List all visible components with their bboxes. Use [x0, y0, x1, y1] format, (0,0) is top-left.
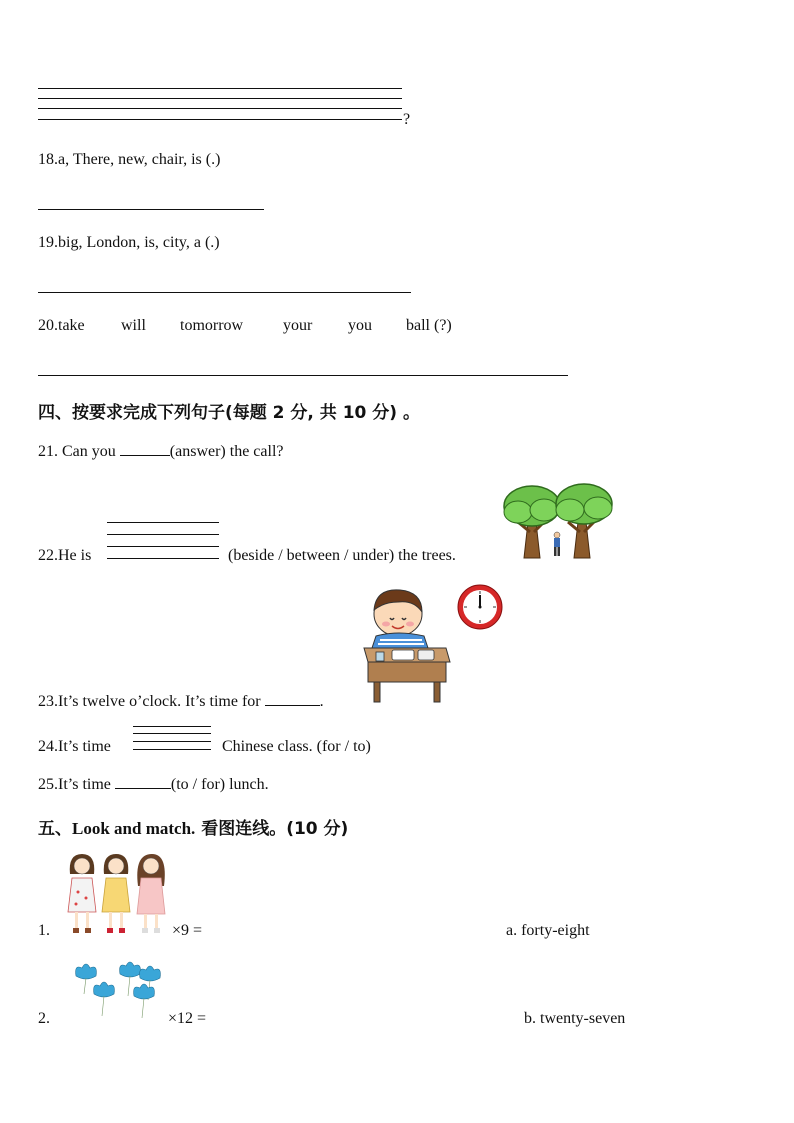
word-3: tomorrow [180, 317, 244, 334]
flower-icon [94, 982, 115, 1016]
answer-line [38, 119, 402, 120]
question-18: 18.a, There, new, chair, is (.) [38, 151, 221, 168]
q25-before: 25.It’s time [38, 776, 115, 793]
answer-line [38, 108, 402, 109]
clock-image [456, 583, 504, 631]
girl-icon [102, 854, 130, 933]
word-6: ball (?) [406, 317, 452, 334]
match-number-2: 2. [38, 1010, 50, 1027]
boy-eating-image [362, 586, 452, 706]
flower-icon [134, 984, 155, 1018]
q21-before: 21. Can you [38, 443, 120, 460]
flower-icon [76, 964, 97, 994]
answer-line-18 [38, 209, 264, 210]
blank-21[interactable] [120, 441, 170, 456]
word-5: you [348, 317, 372, 334]
blank-25[interactable] [115, 774, 171, 789]
question-19: 19.big, London, is, city, a (.) [38, 234, 220, 251]
q23-text: 23.It’s twelve o’clock. It’s time for [38, 693, 265, 710]
answer-line-22 [107, 558, 219, 559]
word-2: will [121, 317, 146, 334]
trees-image [500, 482, 616, 562]
tree-icon [556, 484, 612, 558]
q25-after: (to / for) lunch. [170, 776, 269, 793]
tree-icon [504, 486, 560, 558]
answer-line-24 [133, 733, 211, 734]
match-answer-b: b. twenty-seven [524, 1010, 626, 1027]
q22-after: (beside / between / under) the trees. [228, 547, 456, 564]
answer-line-22 [107, 546, 219, 547]
five-flowers-image [70, 960, 168, 1020]
answer-line-19 [38, 292, 411, 293]
clock-icon [458, 585, 502, 629]
boy-eating-icon [364, 590, 450, 702]
question-mark: ? [403, 111, 411, 128]
q24-before: 24.It’s time [38, 738, 111, 755]
match-expr-2: ×12 = [168, 1010, 207, 1027]
match-answer-a: a. forty-eight [506, 922, 590, 939]
answer-line-22 [107, 522, 219, 523]
boy-icon [554, 532, 560, 556]
blank-23[interactable] [265, 691, 320, 706]
section-5-title [38, 814, 348, 839]
answer-line-20 [38, 375, 568, 376]
word-4: your [283, 317, 313, 334]
word-1: 20.take [38, 317, 85, 334]
q24-after: Chinese class. (for / to) [222, 738, 371, 755]
section-5-title-en: Look and match. [72, 819, 196, 838]
q21-after: (answer) the call? [169, 443, 284, 460]
answer-line-24 [133, 741, 211, 742]
q22-before: 22.He is [38, 547, 92, 564]
match-number-1: 1. [38, 922, 50, 939]
answer-line-24 [133, 749, 211, 750]
answer-line-24 [133, 726, 211, 727]
section-5-prefix: 五、 [38, 819, 72, 839]
q23-end: . [319, 693, 324, 710]
girl-icon [137, 854, 165, 933]
section-5-title-cn: 看图连线。(10 分) [195, 819, 349, 839]
answer-line [38, 98, 402, 99]
question-21 [38, 441, 284, 462]
section-4-title: 四、按要求完成下列句子(每题 2 分, 共 10 分) 。 [38, 403, 420, 423]
answer-line [38, 88, 402, 89]
question-25 [38, 774, 269, 795]
match-expr-1: ×9 = [172, 922, 203, 939]
three-girls-image [64, 852, 172, 936]
answer-line-22 [107, 534, 219, 535]
girl-icon [68, 854, 96, 933]
question-23 [38, 691, 324, 712]
